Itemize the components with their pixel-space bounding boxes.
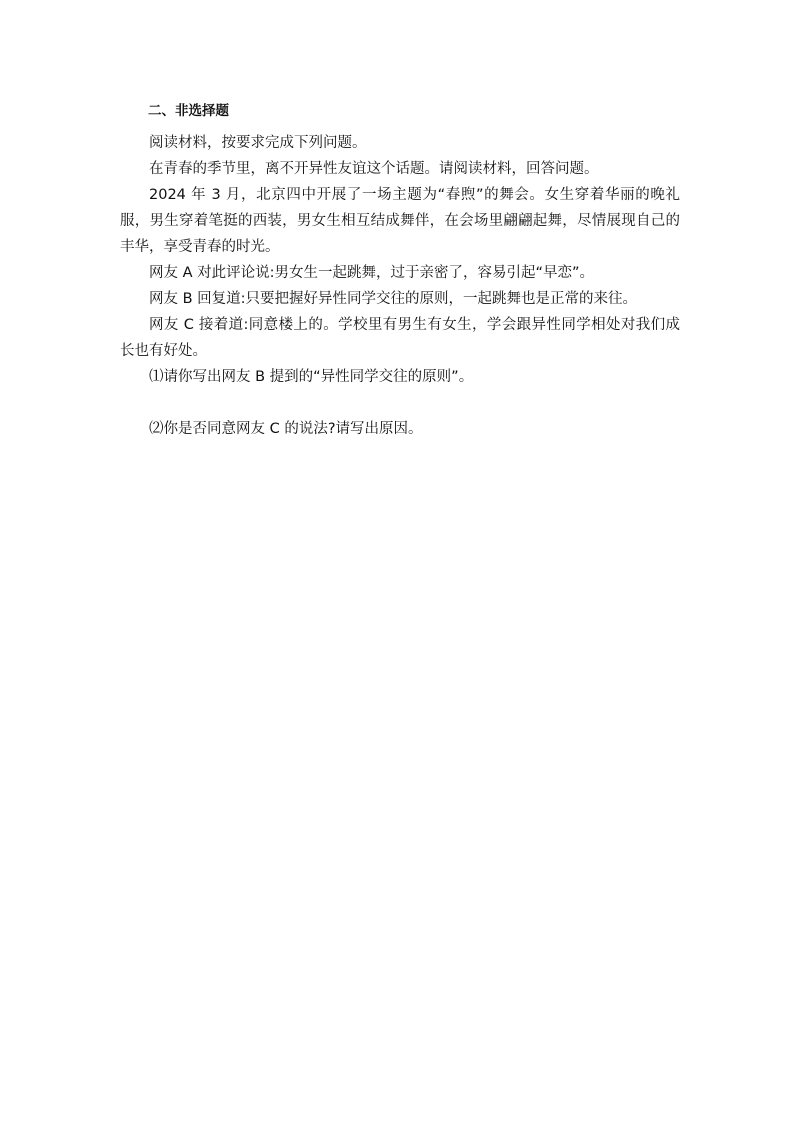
material-intro: 阅读材料，按要求完成下列问题。	[149, 135, 367, 151]
material-lead: 在青春的季节里，离不开异性友谊这个话题。请阅读材料，回答问题。	[149, 161, 599, 177]
section-title: 二、非选择题	[148, 103, 229, 119]
question-section	[120, 98, 680, 442]
netizen-a-comment: 网友 A 对此评论说:男女生一起跳舞，过于亲密了，容易引起“早恋”。	[149, 265, 595, 281]
netizen-b-comment: 网友 B 回复道:只要把握好异性同学交往的原则，一起跳舞也是正常的来往。	[149, 291, 638, 307]
answer-space-1	[120, 390, 680, 416]
question-2: ⑵你是否同意网友 C 的说法?请写出原因。	[149, 421, 423, 437]
material-story: 2024 年 3 月，北京四中开展了一场主题为“春煦”的舞会。女生穿着华丽的晚礼服，男生穿着笔挺的西装，男女生相互结成舞伴，在会场里翩翩起舞，尽情展现自己的丰华，享受青春的时光。	[120, 187, 680, 255]
question-1: ⑴请你写出网友 B 提到的“异性同学交往的原则”。	[149, 369, 474, 385]
netizen-c-comment: 网友 C 接着道:同意楼上的。学校里有男生有女生，学会跟异性同学相处对我们成长也有好处。	[120, 317, 680, 359]
